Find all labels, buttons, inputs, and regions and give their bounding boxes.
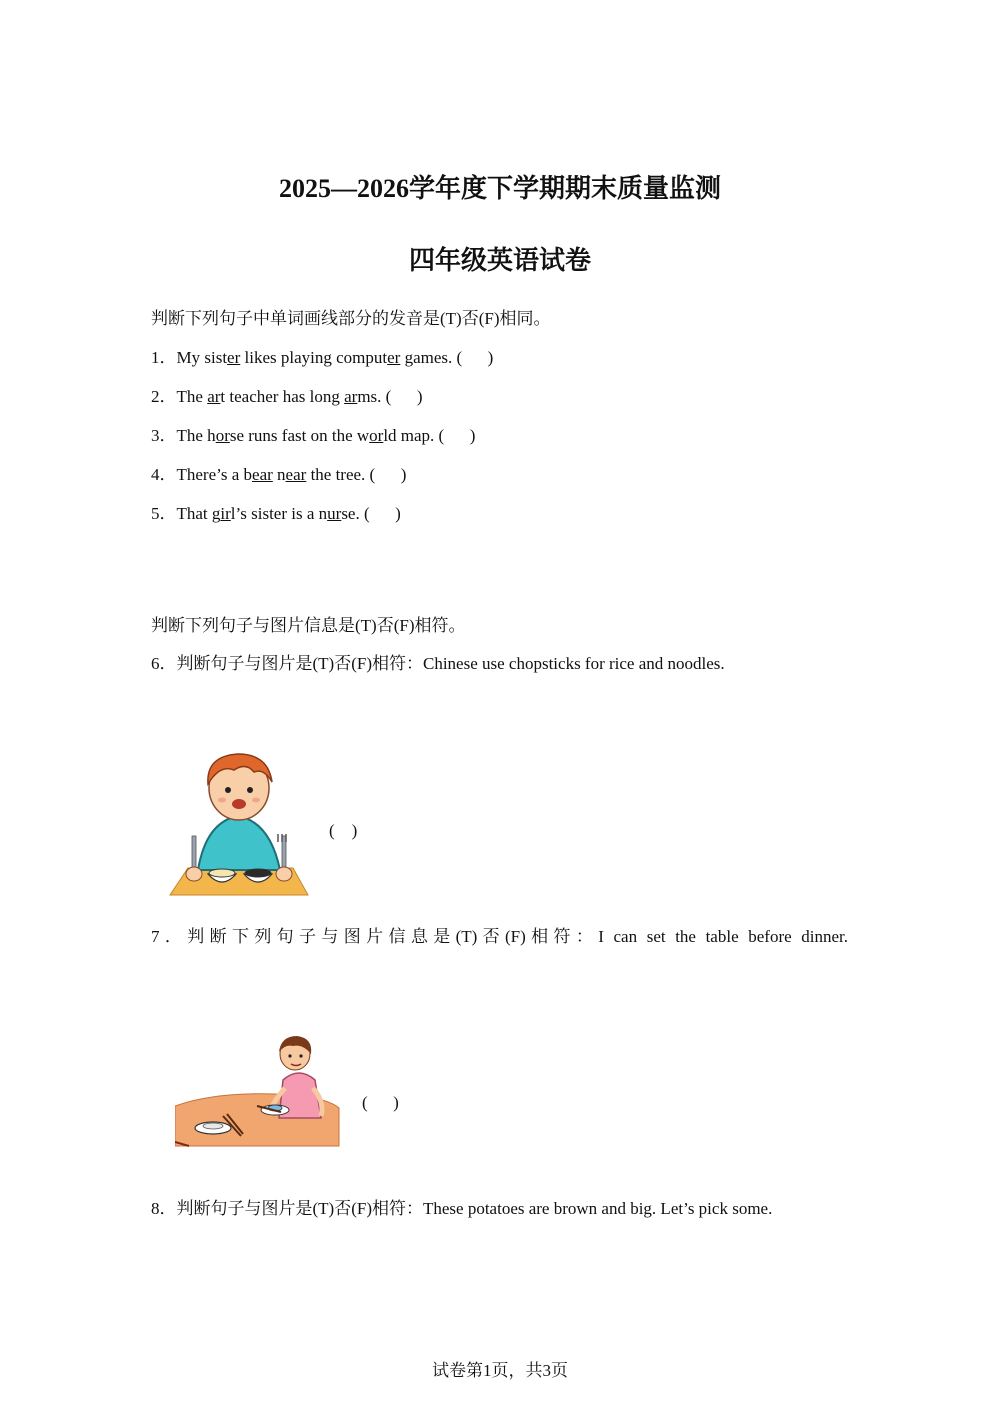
q7-answer-paren[interactable]: ( ) — [362, 1093, 399, 1112]
question-7: 7．判断下列句子与图片信息是(T)否(F)相符：I can set the table before dinner. — [151, 927, 849, 946]
question-5: 5．That girl’s sister is a nurse. ( ) — [151, 504, 401, 523]
question-8: 8．判断句子与图片是(T)否(F)相符：These potatoes are brown and big. Let’s pick some. — [151, 1199, 773, 1218]
boy-with-knife-fork-icon — [168, 750, 310, 896]
question-1: 1．My sister likes playing computer games. ( ) — [151, 348, 494, 367]
question-3: 3．The horse runs fast on the world map. ( ) — [151, 426, 476, 445]
question-4: 4．There’s a bear near the tree. ( ) — [151, 465, 407, 484]
exam-title: 2025—2026学年度下学期期末质量监测 — [278, 174, 721, 203]
exam-subtitle: 四年级英语试卷 — [408, 246, 591, 275]
question-6: 6．判断句子与图片是(T)否(F)相符：Chinese use chopsticks for rice and noodles. — [151, 654, 725, 673]
section2-instruction: 判断下列句子与图片信息是(T)否(F)相符。 — [151, 616, 466, 635]
question-2: 2．The art teacher has long arms. ( ) — [151, 387, 423, 406]
q6-answer-paren[interactable]: ( ) — [329, 821, 358, 840]
page-footer: 试卷第1页，共3页 — [432, 1361, 568, 1380]
boy-setting-table-icon — [175, 1036, 341, 1148]
section1-instruction: 判断下列句子中单词画线部分的发音是(T)否(F)相同。 — [151, 309, 551, 328]
